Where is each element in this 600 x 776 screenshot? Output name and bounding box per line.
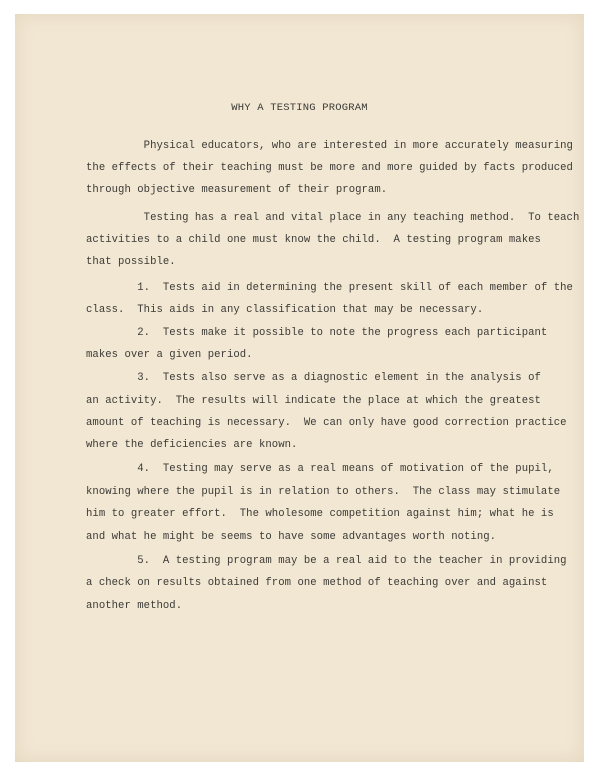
text-line: a check on results obtained from one method of teaching over and against [86,577,548,589]
text-line: class. This aids in any classification that may be necessary. [86,304,484,316]
text-line: Physical educators, who are interested in more accurately measuring [86,140,573,152]
text-line: and what he might be seems to have some advantages worth noting. [86,531,497,543]
text-line: the effects of their teaching must be more and more guided by facts produced [86,162,573,174]
text-line: an activity. The results will indicate the place at which the greatest [86,395,541,407]
text-line: 3. Tests also serve as a diagnostic element in the analysis of [86,372,541,384]
text-line: 2. Tests make it possible to note the progress each participant [86,327,548,339]
text-line: 4. Testing may serve as a real means of motivation of the pupil, [86,463,554,475]
text-line: through objective measurement of their program. [86,184,388,196]
text-line: where the deficiencies are known. [86,439,298,451]
page-title: WHY A TESTING PROGRAM [231,102,368,114]
text-line: him to greater effort. The wholesome competition against him; what he is [86,508,554,520]
text-line: 1. Tests aid in determining the present skill of each member of the [86,282,573,294]
text-line: activities to a child one must know the child. A testing program makes [86,234,541,246]
text-line: that possible. [86,256,176,268]
text-line: makes over a given period. [86,349,253,361]
text-line: another method. [86,600,183,612]
text-line: Testing has a real and vital place in any teaching method. To teach [86,212,580,224]
text-line: amount of teaching is necessary. We can only have good correction practice [86,417,567,429]
text-line: knowing where the pupil is in relation to others. The class may stimulate [86,486,561,498]
text-line: 5. A testing program may be a real aid to the teacher in providing [86,555,567,567]
document-page [15,14,584,762]
